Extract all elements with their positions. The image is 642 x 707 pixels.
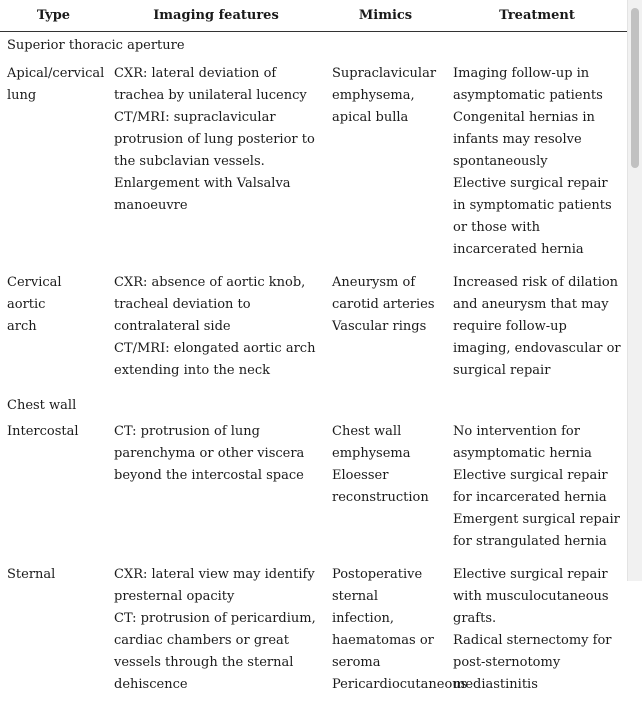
header-type: Type (0, 0, 107, 32)
cell-line: Imaging follow-up in asymptomatic patients (453, 63, 624, 107)
type-cell (0, 421, 107, 564)
imaging-features-cell (107, 63, 325, 272)
cell-line: Elective surgical repair for incarcerated hernia (453, 465, 624, 509)
cell-line: CXR: absence of aortic knob, tracheal deviation to contralateral side (114, 272, 321, 338)
cell-line: Sternal (7, 564, 103, 586)
cell-line: Increased risk of dilation and aneurysm that may require follow-up imaging, endovascular or surgical repair (453, 272, 624, 382)
section-title: Chest wall (0, 393, 628, 421)
table-row (0, 421, 628, 564)
table-row (0, 63, 628, 272)
cell-line: CT/MRI: supraclavicular protrusion of lung posterior to the subclavian vessels. Enlargement with Valsalva manoeuvre (114, 107, 321, 217)
cell-line: lung (7, 85, 103, 107)
type-cell (0, 63, 107, 272)
cell-line: CT: protrusion of pericardium, cardiac chambers or great vessels through the sternal dehiscence (114, 608, 321, 696)
type-cell (0, 564, 107, 707)
table-row (0, 272, 628, 393)
cell-line: Postoperative sternal infection, haematomas or seroma (332, 564, 442, 674)
cell-line: No intervention for asymptomatic hernia (453, 421, 624, 465)
section-row (0, 32, 628, 64)
treatment-cell (446, 272, 628, 393)
section-row (0, 393, 628, 421)
type-cell (0, 272, 107, 393)
cell-line: Pericardiocutaneous (332, 674, 442, 696)
cell-line: CXR: lateral view may identify presternal opacity (114, 564, 321, 608)
imaging-features-cell (107, 421, 325, 564)
cell-line: CXR: lateral deviation of trachea by unilateral lucency (114, 63, 321, 107)
header-mimics: Mimics (325, 0, 446, 32)
cell-line: Supraclavicular emphysema, apical bulla (332, 63, 442, 129)
table-body (0, 32, 628, 707)
mimics-cell (325, 272, 446, 393)
cell-line: Vascular rings (332, 316, 442, 338)
cell-line: Congenital hernias in infants may resolve spontaneously (453, 107, 624, 173)
mimics-cell (325, 421, 446, 564)
cell-line: arch (7, 316, 103, 338)
cell-line: Apical/cervical (7, 63, 103, 85)
cell-line: Emergent surgical repair for strangulated hernia (453, 509, 624, 553)
treatment-cell (446, 564, 628, 707)
cell-line: Elective surgical repair in symptomatic patients or those with incarcerated hernia (453, 173, 624, 261)
vertical-scrollbar[interactable] (627, 0, 642, 581)
cell-line: CT/MRI: elongated aortic arch extending into the neck (114, 338, 321, 382)
cell-line: Radical sternectomy for post-sternotomy mediastinitis (453, 630, 624, 696)
cell-line: CT: protrusion of lung parenchyma or other viscera beyond the intercostal space (114, 421, 321, 487)
treatment-cell (446, 421, 628, 564)
imaging-features-cell (107, 564, 325, 707)
imaging-features-cell (107, 272, 325, 393)
cell-line: Cervical aortic (7, 272, 103, 316)
scrollbar-thumb[interactable] (631, 8, 639, 168)
table-row (0, 564, 628, 707)
mimics-cell (325, 63, 446, 272)
cell-line: Aneurysm of carotid arteries (332, 272, 442, 316)
treatment-cell (446, 63, 628, 272)
header-treatment: Treatment (446, 0, 628, 32)
cell-line: Intercostal (7, 421, 103, 443)
header-imaging-features: Imaging features (107, 0, 325, 32)
cell-line: Elective surgical repair with musculocutaneous grafts. (453, 564, 624, 630)
cell-line: Chest wall emphysema (332, 421, 442, 465)
section-title: Superior thoracic aperture (0, 32, 628, 64)
mimics-cell (325, 564, 446, 707)
cell-line: Eloesser reconstruction (332, 465, 442, 509)
table-header (0, 0, 628, 32)
